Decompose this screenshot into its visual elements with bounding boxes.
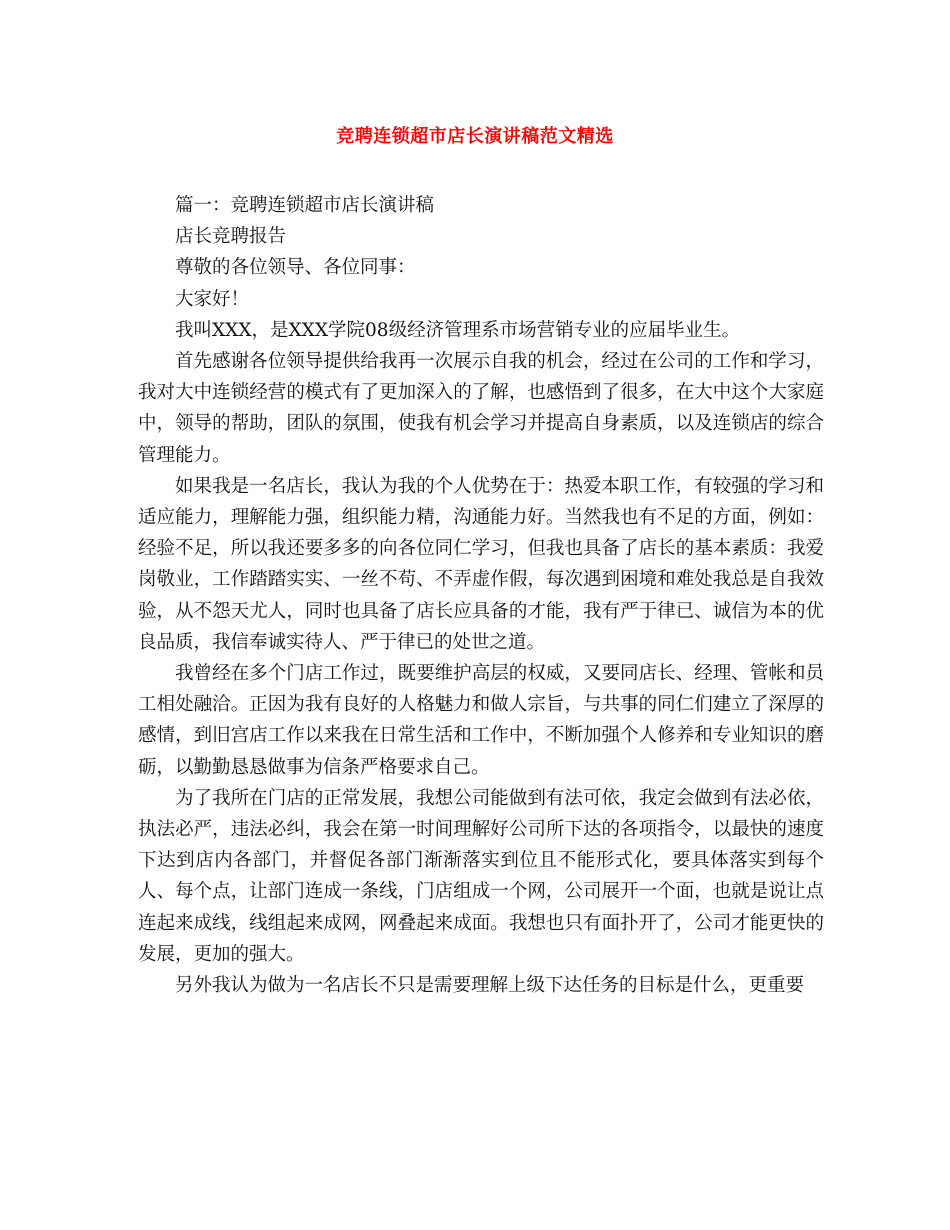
paragraph: 首先感谢各位领导提供给我再一次展示自我的机会，经过在公司的工作和学习，我对大中连锁经营的模式有了更加深入的了解，也感悟到了很多，在大中这个大家庭中，领导的帮助，团队的氛围，使我有机会学习并提高自身素质，以及连锁店的综合管理能力。 — [138, 351, 824, 466]
paragraph: 为了我所在门店的正常发展，我想公司能做到有法可依，我定会做到有法必依，执法必严，违法必纠，我会在第一时间理解好公司所下达的各项指令，以最快的速度下达到店内各部门，并督促各部门渐渐落实到位且不能形式化，要具体落实到每个人、每个点，让部门连成一条线，门店组成一个网，公司展开一个面，也就是说让点连起来成线，线组起来成网，网叠起来成面。我想也只有面扑开了，公司才能更快的发展，更加的强大。 — [138, 787, 824, 965]
paragraph: 另外我认为做为一名店长不只是需要理解上级下达任务的目标是什么，更重要 — [175, 975, 805, 997]
paragraph: 我叫XXX，是XXX学院08级经济管理系市场营销专业的应届毕业生。 — [175, 319, 741, 341]
paragraph: 如果我是一名店长，我认为我的个人优势在于：热爱本职工作，有较强的学习和适应能力，理解能力强，组织能力精，沟通能力好。当然我也有不足的方面，例如：经验不足，所以我还要多多的向各位同仁学习，但我也具备了店长的基本素质：我爱岗敬业，工作踏踏实实、一丝不苟、不弄虚作假，每次遇到困境和难处我总是自我效验，从不怨天尤人，同时也具备了店长应具备的才能，我有严于律已、诚信为本的优良品质，我信奉诚实待人、严于律已的处世之道。 — [138, 475, 824, 653]
document-body — [138, 190, 824, 1001]
paragraph: 店长竞聘报告 — [175, 226, 287, 248]
paragraph: 尊敬的各位领导、各位同事： — [175, 257, 416, 279]
paragraph: 我曾经在多个门店工作过，既要维护高层的权威，又要同店长、经理、管帐和员工相处融洽。正因为我有良好的人格魅力和做人宗旨，与共事的同仁们建立了深厚的感情，到旧宫店工作以来我在日常生活和工作中，不断加强个人修养和专业知识的磨砺，以勤勤恳恳做事为信条严格要求自己。 — [138, 663, 824, 778]
document-title: 竞聘连锁超市店长演讲稿范文精选 — [336, 126, 614, 147]
paragraph: 篇一：竞聘连锁超市店长演讲稿 — [175, 195, 435, 216]
paragraph: 大家好！ — [175, 288, 250, 310]
